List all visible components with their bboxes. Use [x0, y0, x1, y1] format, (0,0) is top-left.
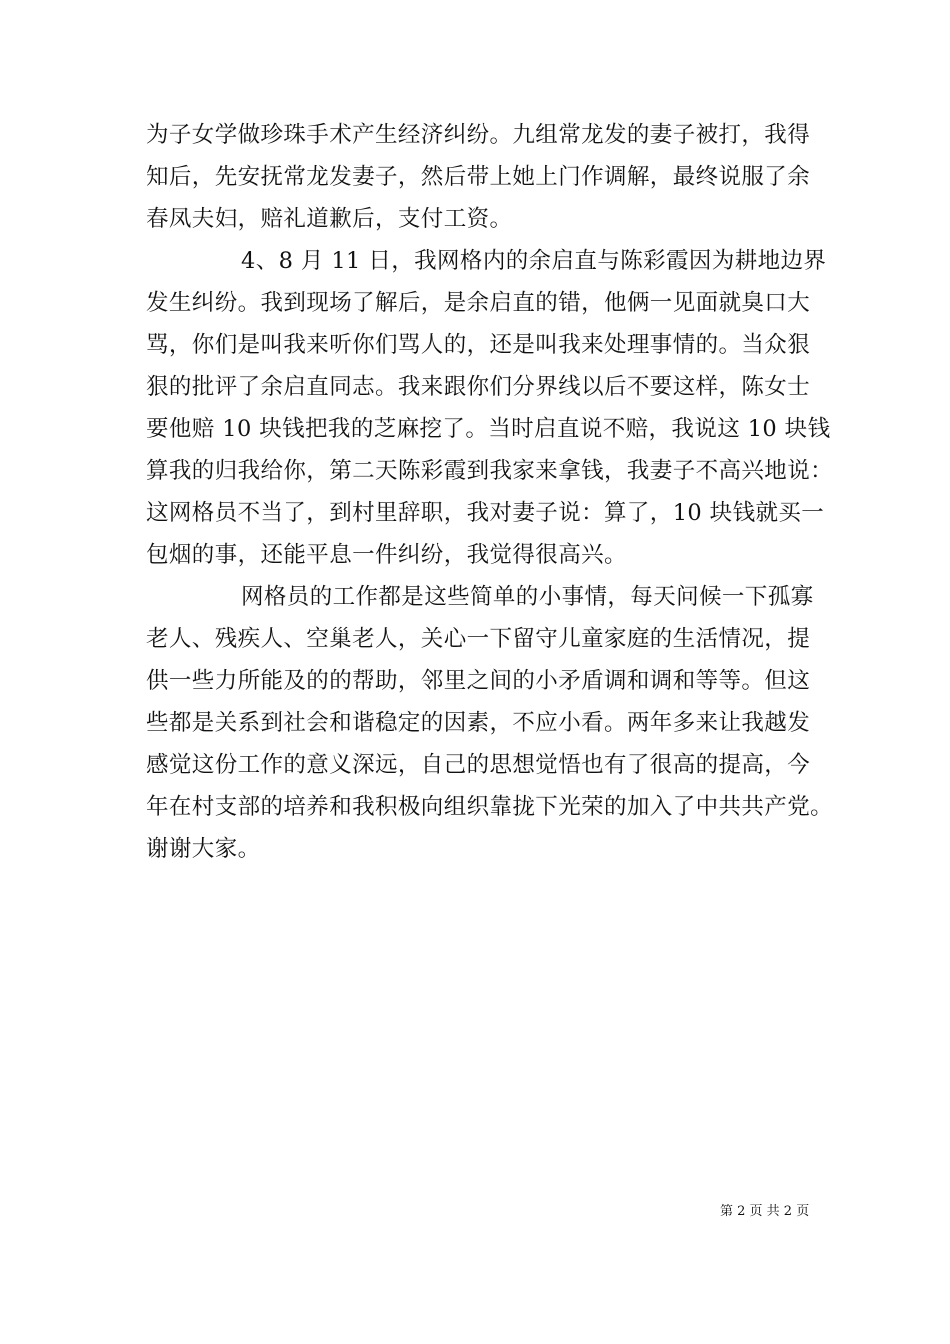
body-text-line: 谢谢大家。 — [146, 836, 261, 862]
body-text-line: 这网格员不当了，到村里辞职，我对妻子说：算了，10 块钱就买一 — [146, 500, 825, 526]
body-text-line: 老人、残疾人、空巢老人，关心一下留守儿童家庭的生活情况，提 — [146, 626, 811, 652]
body-text-line: 为子女学做珍珠手术产生经济纠纷。九组常龙发的妻子被打，我得 — [146, 122, 811, 148]
body-text-line: 些都是关系到社会和谐稳定的因素，不应小看。两年多来让我越发 — [146, 710, 811, 736]
body-text-line: 要他赔 10 块钱把我的芝麻挖了。当时启直说不赔，我说这 10 块钱 — [146, 416, 831, 442]
body-text-line: 春凤夫妇，赔礼道歉后，支付工资。 — [146, 206, 513, 232]
body-text-line: 狠的批评了余启直同志。我来跟你们分界线以后不要这样，陈女士 — [146, 374, 811, 400]
body-text-line: 算我的归我给你，第二天陈彩霞到我家来拿钱，我妻子不高兴地说： — [146, 458, 834, 484]
body-text-line: 感觉这份工作的意义深远，自己的思想觉悟也有了很高的提高，今 — [146, 752, 811, 778]
body-text-line: 知后，先安抚常龙发妻子，然后带上她上门作调解，最终说服了余 — [146, 164, 811, 190]
paragraph-start-line: 4、8 月 11 日，我网格内的余启直与陈彩霞因为耕地边界 — [241, 248, 827, 274]
body-text-line: 骂，你们是叫我来听你们骂人的，还是叫我来处理事情的。当众狠 — [146, 332, 811, 358]
body-text-line: 供一些力所能及的的帮助，邻里之间的小矛盾调和调和等等。但这 — [146, 668, 811, 694]
body-text-line: 发生纠纷。我到现场了解后，是余启直的错，他俩一见面就臭口大 — [146, 290, 811, 316]
body-text-line: 包烟的事，还能平息一件纠纷，我觉得很高兴。 — [146, 542, 627, 568]
page-number-footer: 第 2 页 共 2 页 — [720, 1204, 810, 1219]
paragraph-start-line: 网格员的工作都是这些简单的小事情，每天问候一下孤寡 — [241, 584, 814, 610]
body-text-line: 年在村支部的培养和我积极向组织靠拢下光荣的加入了中共共产党。 — [146, 794, 834, 820]
